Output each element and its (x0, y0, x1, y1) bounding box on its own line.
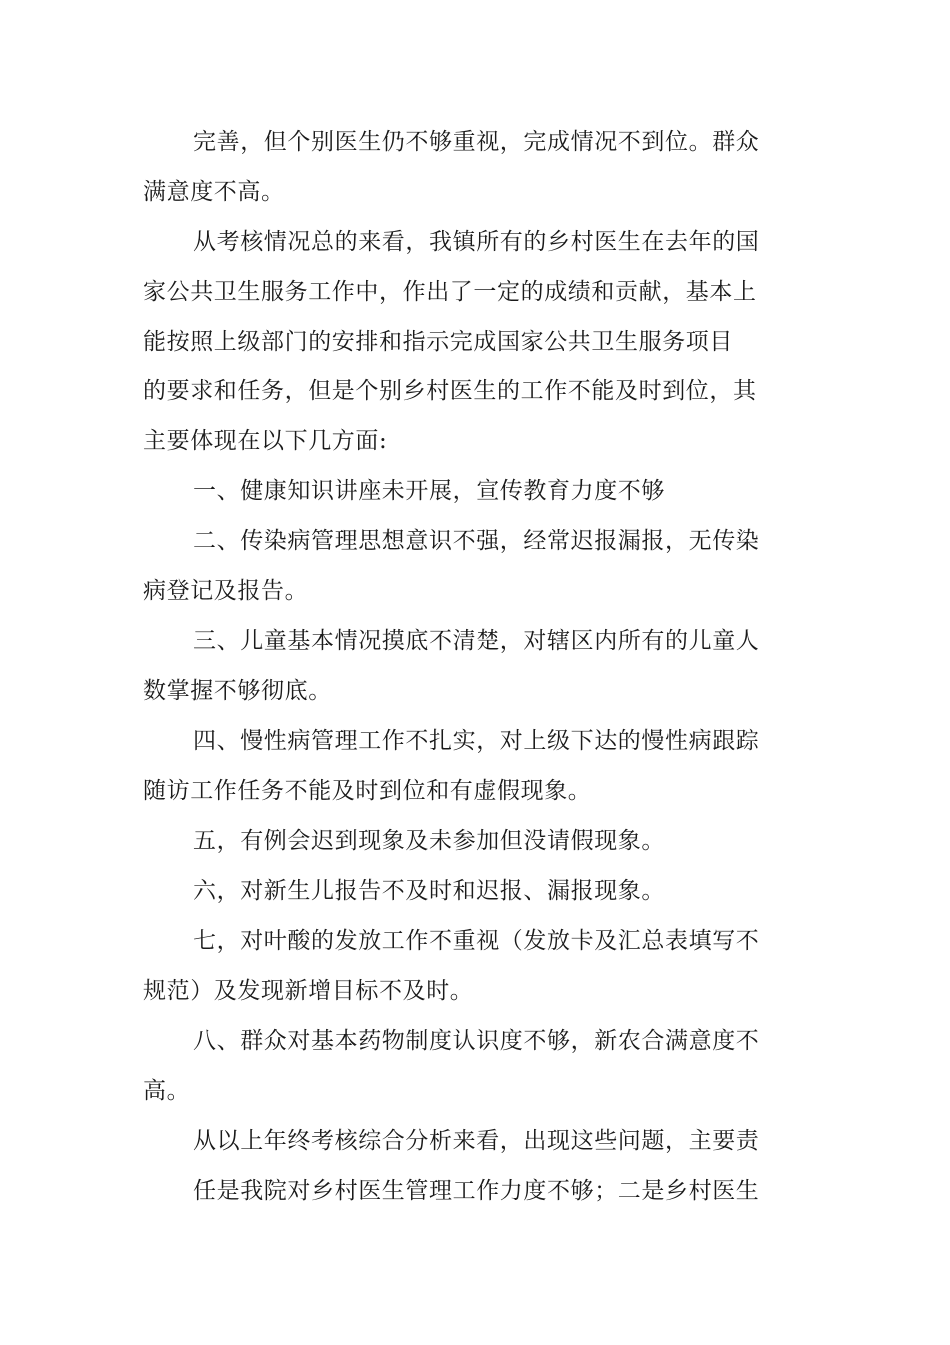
text-line: 八、群众对基本药物制度认识度不够，新农合满意度不 (193, 1028, 760, 1054)
text-line: 二、传染病管理思想意识不强，经常迟报漏报，无传染 (193, 528, 760, 554)
text-line: 主要体现在以下几方面: (143, 428, 388, 454)
text-line: 从以上年终考核综合分析来看，出现这些问题，主要责 (193, 1128, 760, 1154)
text-line: 规范）及发现新增目标不及时。 (143, 978, 474, 1004)
text-line: 满意度不高。 (143, 179, 285, 205)
text-line: 的要求和任务，但是个别乡村医生的工作不能及时到位，其 (143, 378, 757, 404)
text-line: 高。 (143, 1078, 191, 1104)
text-line: 六，对新生儿报告不及时和迟报、漏报现象。 (193, 878, 665, 904)
text-line: 家公共卫生服务工作中，作出了一定的成绩和贡献，基本上 (143, 279, 757, 305)
text-line: 四、慢性病管理工作不扎实，对上级下达的慢性病跟踪 (193, 728, 760, 754)
text-line: 一、健康知识讲座未开展，宣传教育力度不够 (193, 478, 665, 504)
text-line: 三、儿童基本情况摸底不清楚，对辖区内所有的儿童人 (193, 628, 760, 654)
text-line: 数掌握不够彻底。 (143, 678, 332, 704)
text-line: 能按照上级部门的安排和指示完成国家公共卫生服务项目 (143, 329, 733, 355)
text-line: 完善，但个别医生仍不够重视，完成情况不到位。群众 (193, 129, 760, 155)
text-line: 随访工作任务不能及时到位和有虚假现象。 (143, 778, 592, 804)
text-line: 从考核情况总的来看，我镇所有的乡村医生在去年的国 (193, 229, 760, 255)
text-line: 任是我院对乡村医生管理工作力度不够；二是乡村医生 (193, 1178, 760, 1204)
text-line: 七，对叶酸的发放工作不重视（发放卡及汇总表填写不 (193, 928, 760, 954)
text-line: 病登记及报告。 (143, 578, 309, 604)
text-line: 五，有例会迟到现象及未参加但没请假现象。 (193, 828, 665, 854)
